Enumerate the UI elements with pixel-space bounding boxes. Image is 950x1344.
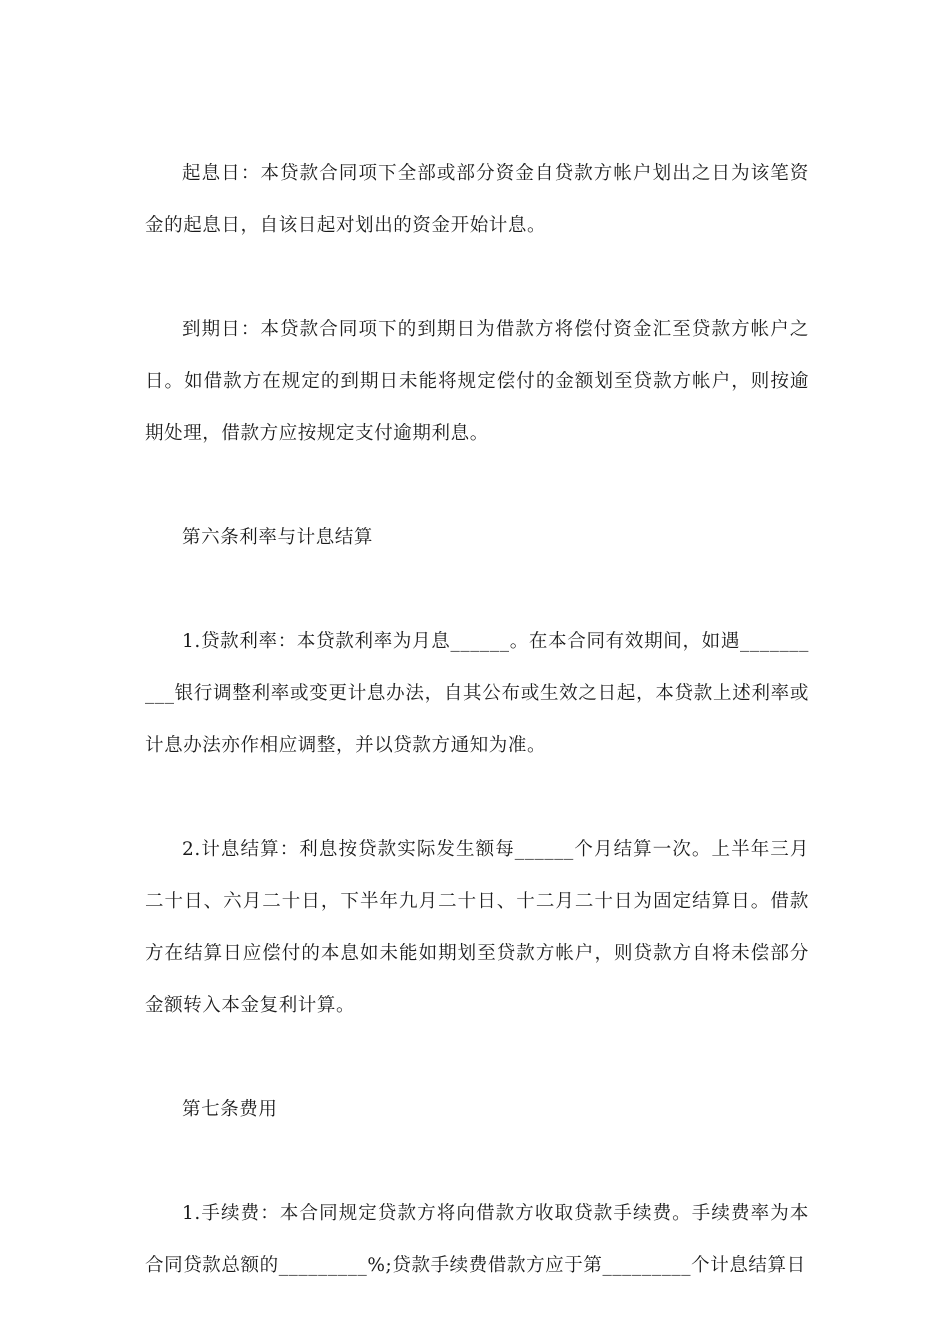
paragraph-value-date: 起息日：本贷款合同项下全部或部分资金自贷款方帐户划出之日为该笔资金的起息日，自该日起对划出的资金开始计息。 [145,163,809,236]
paragraph-spacer [145,564,809,616]
document-page [145,148,809,1292]
paragraph-interest-settlement: 2.计息结算：利息按贷款实际发生额每______个月结算一次。上半年三月二十日、六月二十日，下半年九月二十日、十二月二十日为固定结算日。借款方在结算日应偿付的本息如未能如期划至贷款方帐户，则贷款方自将未偿部分金额转入本金复利计算。 [145,839,809,1016]
paragraph-spacer [145,252,809,304]
paragraph-loan-interest-rate: 1.贷款利率：本贷款利率为月息______。在本合同有效期间，如遇__________银行调整利率或变更计息办法，自其公布或生效之日起，本贷款上述利率或计息办法亦作相应调整，并以贷款方通知为准。 [145,631,809,756]
paragraph-maturity-date: 到期日：本贷款合同项下的到期日为借款方将偿付资金汇至贷款方帐户之日。如借款方在规定的到期日未能将规定偿付的金额划至贷款方帐户，则按逾期处理，借款方应按规定支付逾期利息。 [145,319,809,444]
paragraph-spacer [145,460,809,512]
section-heading-article-6: 第六条利率与计息结算 [182,527,374,548]
paragraph-handling-fee: 1.手续费：本合同规定贷款方将向借款方收取贷款手续费。手续费率为本合同贷款总额的_________%;贷款手续费借款方应于第_________个计息结算日 [145,1203,809,1276]
paragraph-spacer [145,1032,809,1084]
paragraph-spacer [145,772,809,824]
section-heading-article-7: 第七条费用 [182,1099,278,1120]
paragraph-spacer [145,1136,809,1188]
